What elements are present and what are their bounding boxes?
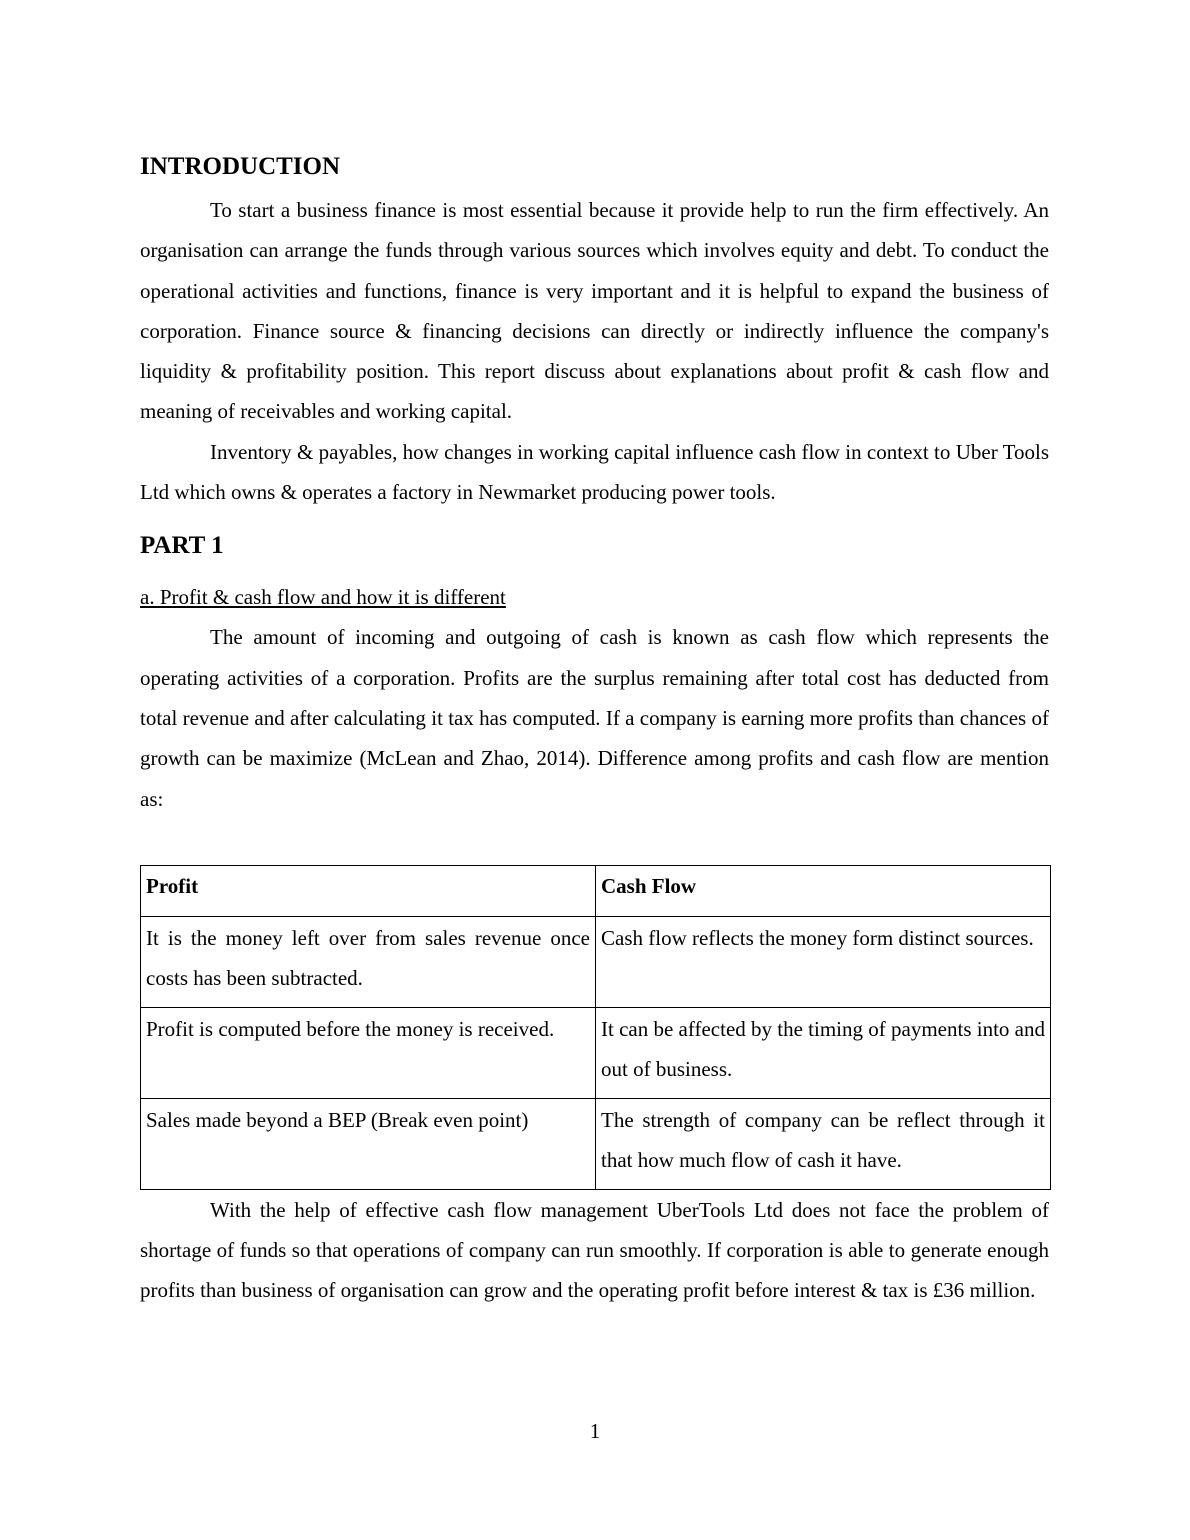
table-cell: It can be affected by the timing of payments into and out of business. (596, 1007, 1051, 1098)
part1-paragraph: The amount of incoming and outgoing of cash is known as cash flow which represents the operating activities of a corporation. Profits are the surplus remaining after total cost has deducted from total revenue and after calculating it tax has computed. If a company is earning more profits than chances of growth can be maximize (McLean and Zhao, 2014). Difference among profits and cash flow are mention as: (140, 625, 1049, 811)
intro-paragraph-2: Inventory & payables, how changes in working capital influence cash flow in context to Uber Tools Ltd which owns & operates a factory in Newmarket producing power tools. (140, 439, 1049, 505)
table-header-profit: Profit (141, 865, 596, 916)
document-page (140, 150, 1049, 1311)
part1-subheading: a. Profit & cash flow and how it is different (140, 585, 506, 610)
table-row (141, 916, 1051, 1007)
introduction-heading: INTRODUCTION (140, 153, 341, 180)
table-cell: Cash flow reflects the money form distinct sources. (596, 916, 1051, 1007)
intro-paragraph-1: To start a business finance is most essential because it provide help to run the firm effectively. An organisation can arrange the funds through various sources which involves equity and debt. To conduct the operational activities and functions, finance is very important and it is helpful to expand the business of corporation. Finance source & financing decisions can directly or indirectly influence the company's liquidity & profitability position. This report discuss about explanations about profit & cash flow and meaning of receivables and working capital. (140, 198, 1049, 424)
table-cell: Sales made beyond a BEP (Break even point) (141, 1098, 596, 1189)
table-header-row (141, 865, 1051, 916)
closing-paragraph: With the help of effective cash flow management UberTools Ltd does not face the problem of shortage of funds so that operations of company can run smoothly. If corporation is able to generate enough profits than business of organisation can grow and the operating profit before interest & tax is £36 million. (140, 1197, 1049, 1303)
table-row (141, 1007, 1051, 1098)
part1-heading: PART 1 (140, 532, 224, 560)
page-number: 1 (589, 1419, 601, 1443)
table-cell: Profit is computed before the money is received. (141, 1007, 596, 1098)
table-cell: It is the money left over from sales revenue once costs has been subtracted. (141, 916, 596, 1007)
table-header-cash-flow: Cash Flow (596, 865, 1051, 916)
table-row (141, 1098, 1051, 1189)
profit-cashflow-table (140, 865, 1051, 1190)
table-cell: The strength of company can be reflect through it that how much flow of cash it have. (596, 1098, 1051, 1189)
